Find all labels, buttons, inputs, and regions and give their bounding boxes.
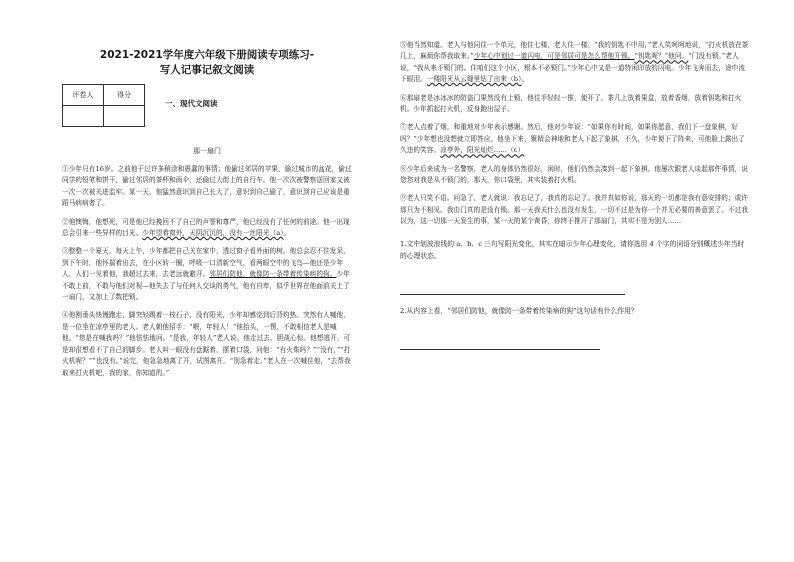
page-title-line2: 写人记事记叙文阅读 (159, 64, 255, 76)
paragraph-2-text: ②他懊悔，他想死，可是他已经挽回不了自己的声誉和尊严，他已经没有了任何的前途。他一出现总会引来一些异样的目光。 (62, 217, 350, 238)
paragraph-3-end: 少年不敢上前，不敢与他们对视—他失去了与任何人交谈的勇气，他有自卑，似乎世界在他面前关上了一扇门，又加上了数把锁。 (62, 270, 350, 302)
left-column (62, 48, 352, 386)
wavy-sentence-a: 少年望着窗外，天阴沉沉的，没有一丝阳光（a） (142, 229, 284, 238)
section-heading: 一、现代文阅读 (165, 99, 218, 108)
paragraph-4: ④他刚垂头快慢跑走，脚突轻踢着一枝石子。没有阳光，少年却感觉到后背灼热。突然有人喊他，是一位坐在凉亭里的老人。老人朝他招手：“喂，年轻人！”他抬头，一愣，不敢相信老人是喊他。“您是在喊我吗？”他怯怯地问。“是我，年轻人”老人说。他走过去，胆战心惊。他想逃开，可是却很想看不了自己的脚步。老人叫一眼没有盘踞着，摆着口袋，问他：“有火柴吗？”“没有，”“打火机呢？”“也没有。”说完，他急急地离了开，试图离开。“别急着走。”老人在一次喊住他，“去帮我取来打火机吧，我的家，你知道的。” (62, 311, 351, 377)
paragraph-1: ①少年只有16岁。之前他干过许多稍涂和愚蠢的事情；他偷过邻居的苹果，偷过城市的盆花，偷过同学的铅笔和饼干，偷过邻居的茶杯和雨伞，还偷过大街上的自行车。他一次次被警察送回家又被一次一次被关进监牢。某一天，他猛然意识到自己长大了，意识到自己偷了，意识到自己应该是重蹈马病病者了。 (62, 165, 352, 208)
answer-line-2[interactable] (400, 339, 600, 350)
score-header-score: 得分 (104, 85, 145, 106)
paragraph-2 (62, 217, 352, 240)
right-column (400, 40, 750, 350)
answer-line-1[interactable] (400, 284, 625, 295)
score-area (62, 84, 352, 132)
score-header-grader: 评卷人 (63, 85, 104, 106)
paragraph-7-text: ⑦老人点着了烟，和重地对少年表示感谢。然后，他对少年说：“如果你有时间，如果你愿意，我们下一盘象棋，好吗？”少年想也没想就立即答应。他坐下来，聚精会神地和老人下起了象棋，不久，少年便下了阵来，可他脸上露出了久违的笑容。 (400, 123, 745, 155)
paragraph-6: ⑥那扇老是冰冰冰的防盗门果然没有上锁，他往手轻轻一推，便开了。茶几上放着果盒，放着香烟，放着钥匙和打火机。少年抓起打火机，反身跑出屋子。 (400, 93, 742, 114)
paragraph-5 (400, 40, 750, 86)
paragraph-7 (400, 122, 750, 156)
paragraph-9: ⑨老人只笑不语。问急了，老人就说：我忘记了，我真的忘记了。我并真如你说，那天的一切都是我有意安排的；或许那只为不相见。我由门真的是没有锁。那一天我关什么也没有发生，一切不过是为你一个并无必要的善意罢了。不过我以为，这一切那一天发生的事，某一天的某个黄昏，你终于推开了那扇门，其实不是为别人…… (400, 194, 749, 226)
paragraph-3 (62, 246, 352, 303)
score-cell-score[interactable] (104, 106, 145, 127)
story-title: 那一扇门 (193, 147, 221, 155)
paragraph-3-text: ③整整一个夏天，每天上午，少年都把自己关在家中，透过窗子看外面的树。他总会忍不住发呆，到下午时，他怀揣着出去，在小区转一圈，呼吸一口清新空气，看两眼空中的飞鸟—他还是少年人，人们一见着他，我超过去来，去老远就避开。 (62, 247, 350, 279)
wavy-sentence-b: 一楼阳光从云缝里钻了出来（b） (426, 75, 522, 84)
paragraph-5-text: ⑤他当然知道。老人与他同住一个单元，他住七楼，老人住一楼。“我的钥匙不中用，”老人笑呵呵地说，“打火机放在茶几上，麻烦你帮我取来。” (400, 41, 749, 61)
paragraph-5-mid: “门没有锁。”老人说，“我从来不锁门的。住咱们这个小区，根本不必锁门。”少年心中又是一道特闲印放的闪电。少年飞奔而去，途中流下眼泪。 (400, 52, 746, 84)
paragraph-8: ⑧少年后来成为一名警察，老人的身体仍然很好，闲时，他们仍然会凑到一起下象棋。他屡次跟老人谈起那件事情，说您您对我是从不锁门的，那天，你口袋里，其实装着打火机。 (400, 164, 749, 185)
underlined-sentence-dog: 邻居们防他，就像防一条带着传染病的狗。 (209, 270, 337, 279)
question-1: 1.文中划波浪线的 a、b、c 三句写阳光变化，其实在暗示少年心理变化，请你选用 4 个字的词语分别概述少年当时的心理状态。 (400, 239, 745, 260)
wavy-sentence-key: “钥匙呢？”他问。 (634, 52, 689, 61)
question-2: 2.从内容上看，“邻居们防他，就像防一条带着传染病的狗”这句话有什么作用？ (400, 306, 638, 315)
underlined-sentence-flash: 少年心中划过一道闪电，可是邻居可是怎么帮他开锁。 (473, 52, 635, 61)
score-cell-grader[interactable] (63, 106, 104, 127)
paragraph-5-end: 。 (521, 75, 529, 84)
score-table (62, 84, 145, 127)
page-title-line1: 2021-2021学年度六年级下册阅读专项练习- (99, 49, 315, 61)
wavy-sentence-c: 凉亭外，阳光灿烂……（c） (440, 146, 525, 155)
paragraph-2-end: 。 (283, 229, 291, 238)
